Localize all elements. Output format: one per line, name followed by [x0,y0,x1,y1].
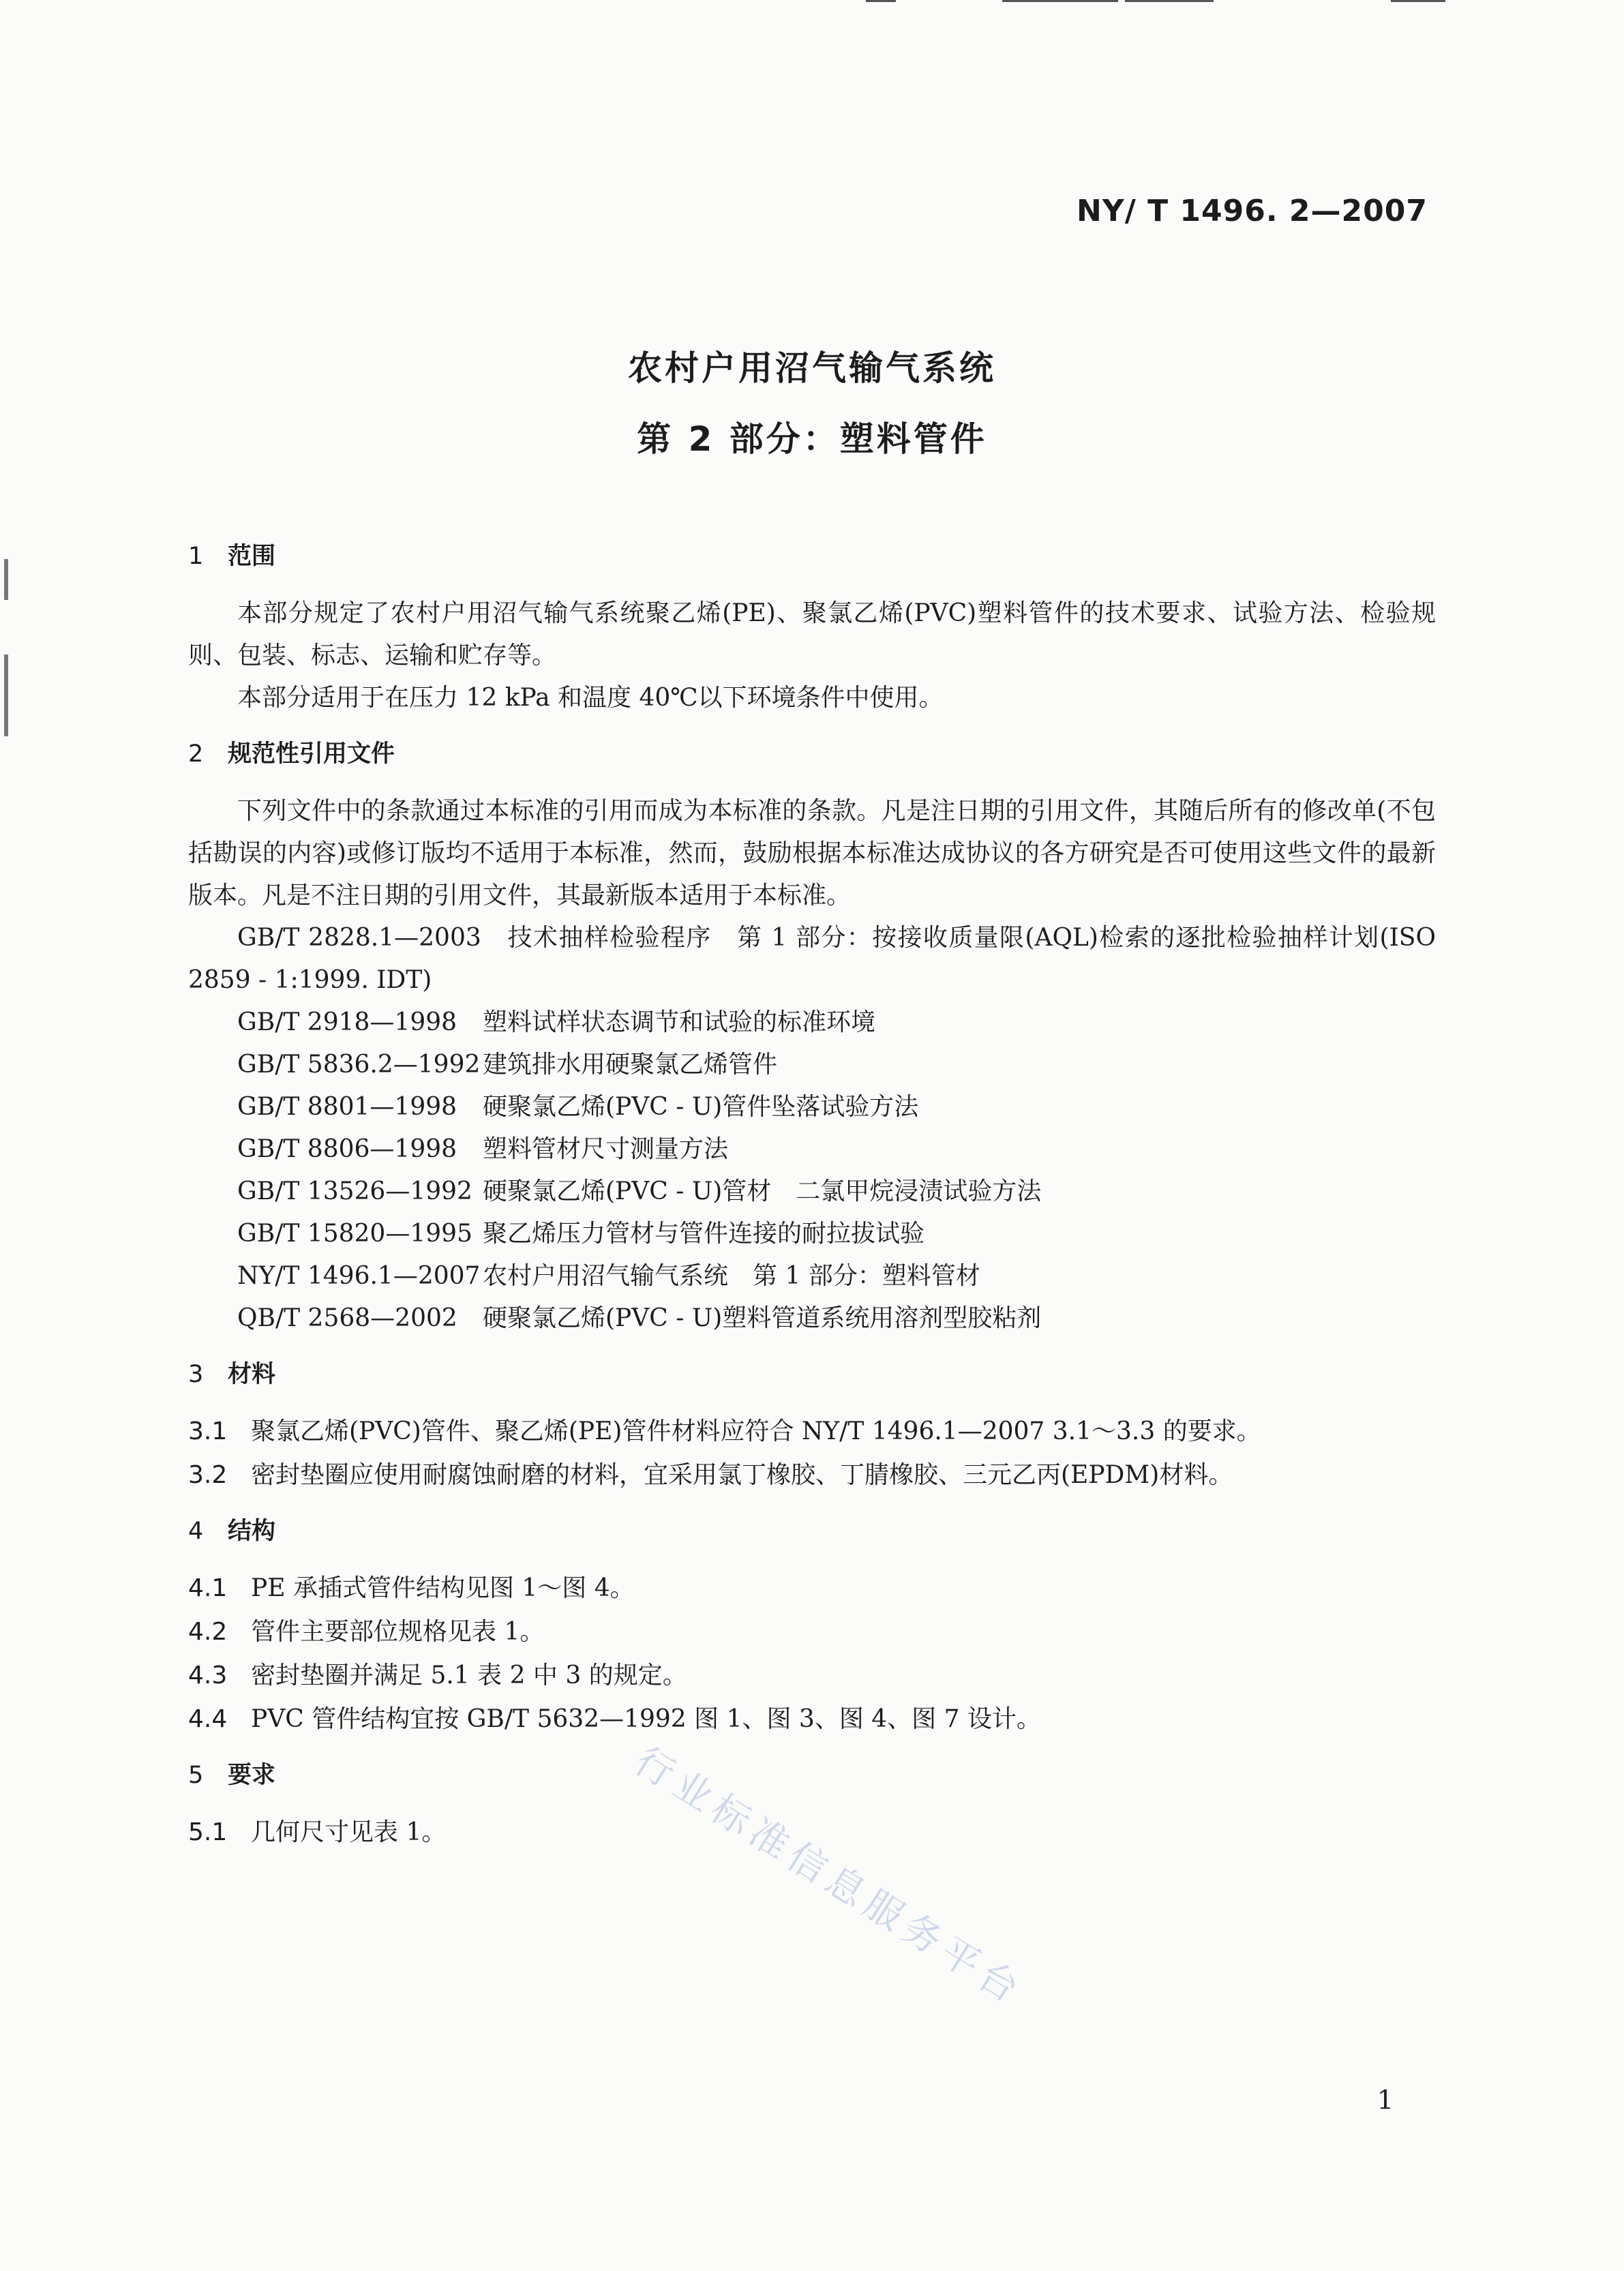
reference-code: GB/T 8801—1998 [237,1093,457,1121]
section-title: 材料 [228,1361,276,1388]
document-title [0,333,1624,475]
top-scan-line [1002,0,1118,2]
clause-number: 4.3 [188,1661,228,1689]
section-number: 2 [188,740,204,768]
title-line-1: 农村户用沼气输气系统 [628,348,996,388]
page-number: 1 [1377,2085,1394,2115]
reference-item [188,1128,1436,1171]
clause [188,1611,1436,1653]
reference-title: 硬聚氯乙烯(PVC - U)塑料管道系统用溶剂型胶粘剂 [483,1304,1042,1332]
top-scan-line [1125,0,1214,2]
reference-item [188,1086,1436,1128]
binding-mark [4,559,8,600]
clause-text: 管件主要部位规格见表 1。 [251,1618,545,1646]
reference-code: NY/T 1496.1—2007 [237,1262,481,1290]
reference-code: GB/T 13526—1992 [237,1177,472,1205]
clause [188,1454,1436,1497]
reference-title: 农村户用沼气输气系统 第 1 部分：塑料管材 [483,1262,980,1290]
section-title: 规范性引用文件 [228,740,395,768]
section-number: 5 [188,1762,204,1789]
reference-item [188,1171,1436,1213]
reference-title: 硬聚氯乙烯(PVC - U)管件坠落试验方法 [483,1093,919,1121]
section-number: 3 [188,1361,204,1388]
clause-number: 3.2 [188,1461,228,1489]
clause [188,1411,1436,1453]
section-title: 结构 [228,1518,276,1545]
watermark-stamp: 行业标准信息服务平台 [627,1739,1032,2015]
section-heading [188,1754,1436,1796]
document-body [188,535,1436,1855]
reference-code: GB/T 2918—1998 [237,1008,457,1036]
title-line-2: 第 2 部分：塑料管件 [637,419,987,459]
clause-number: 4.1 [188,1574,228,1602]
reference-code: GB/T 8806—1998 [237,1135,457,1163]
reference-item [188,1297,1436,1340]
reference-title: 技术抽样检验程序 第 1 部分：按接收质量限(AQL)检索的逐批检验抽样计划(ISO 2859 - 1:1999. IDT) [188,924,1436,994]
clause-number: 5.1 [188,1818,228,1846]
clause-text: PE 承插式管件结构见图 1～图 4。 [251,1574,635,1602]
reference-item [188,917,1436,1002]
paragraph: 本部分适用于在压力 12 kPa 和温度 40℃以下环境条件中使用。 [237,684,944,712]
reference-title: 塑料试样状态调节和试验的标准环境 [483,1008,876,1036]
section-heading [188,1353,1436,1396]
reference-title: 硬聚氯乙烯(PVC - U)管材 二氯甲烷浸渍试验方法 [483,1177,1042,1205]
reference-item [188,1213,1436,1255]
clause-text: 聚氯乙烯(PVC)管件、聚乙烯(PE)管件材料应符合 NY/T 1496.1—2007 3.1～3.3 的要求。 [251,1417,1261,1445]
reference-code: GB/T 5836.2—1992 [237,1051,481,1079]
reference-item [188,1002,1436,1044]
top-scan-line [866,0,896,2]
reference-code: GB/T 2828.1—2003 [237,924,481,952]
clause-text: 密封垫圈并满足 5.1 表 2 中 3 的规定。 [251,1661,687,1689]
paragraph: 本部分规定了农村户用沼气输气系统聚乙烯(PE)、聚氯乙烯(PVC)塑料管件的技术要求、试验方法、检验规则、包装、标志、运输和贮存等。 [188,599,1436,670]
reference-title: 建筑排水用硬聚氯乙烯管件 [483,1051,778,1079]
section-heading [188,1510,1436,1552]
clause [188,1567,1436,1610]
section-number: 1 [188,543,204,570]
section-heading [188,733,1436,775]
clause-text: PVC 管件结构宜按 GB/T 5632—1992 图 1、图 3、图 4、图 7 设计。 [251,1705,1041,1733]
standard-code: NY/ T 1496. 2—2007 [1077,194,1428,228]
reference-title: 聚乙烯压力管材与管件连接的耐拉拔试验 [483,1220,925,1248]
clause-number: 4.2 [188,1618,228,1646]
binding-mark [4,655,8,736]
clause-text: 密封垫圈应使用耐腐蚀耐磨的材料，宜采用氯丁橡胶、丁腈橡胶、三元乙丙(EPDM)材料。 [251,1461,1233,1489]
section-heading [188,535,1436,577]
clause-number: 4.4 [188,1705,228,1733]
clause [188,1698,1436,1741]
section-title: 要求 [228,1762,276,1789]
reference-code: GB/T 15820—1995 [237,1220,472,1248]
clause-text: 几何尺寸见表 1。 [251,1818,447,1846]
clause-number: 3.1 [188,1417,228,1445]
clause [188,1655,1436,1697]
reference-item [188,1255,1436,1297]
section-number: 4 [188,1518,204,1545]
reference-code: QB/T 2568—2002 [237,1304,457,1332]
section-title: 范围 [228,543,276,570]
top-scan-line [1391,0,1445,2]
reference-item [188,1044,1436,1086]
paragraph: 下列文件中的条款通过本标准的引用而成为本标准的条款。凡是注日期的引用文件，其随后所有的修改单(不包括勘误的内容)或修订版均不适用于本标准，然而，鼓励根据本标准达成协议的各方研究是否可使用这些文件的最新版本。凡是不注日期的引用文件，其最新版本适用于本标准。 [188,797,1436,909]
reference-title: 塑料管材尺寸测量方法 [483,1135,729,1163]
